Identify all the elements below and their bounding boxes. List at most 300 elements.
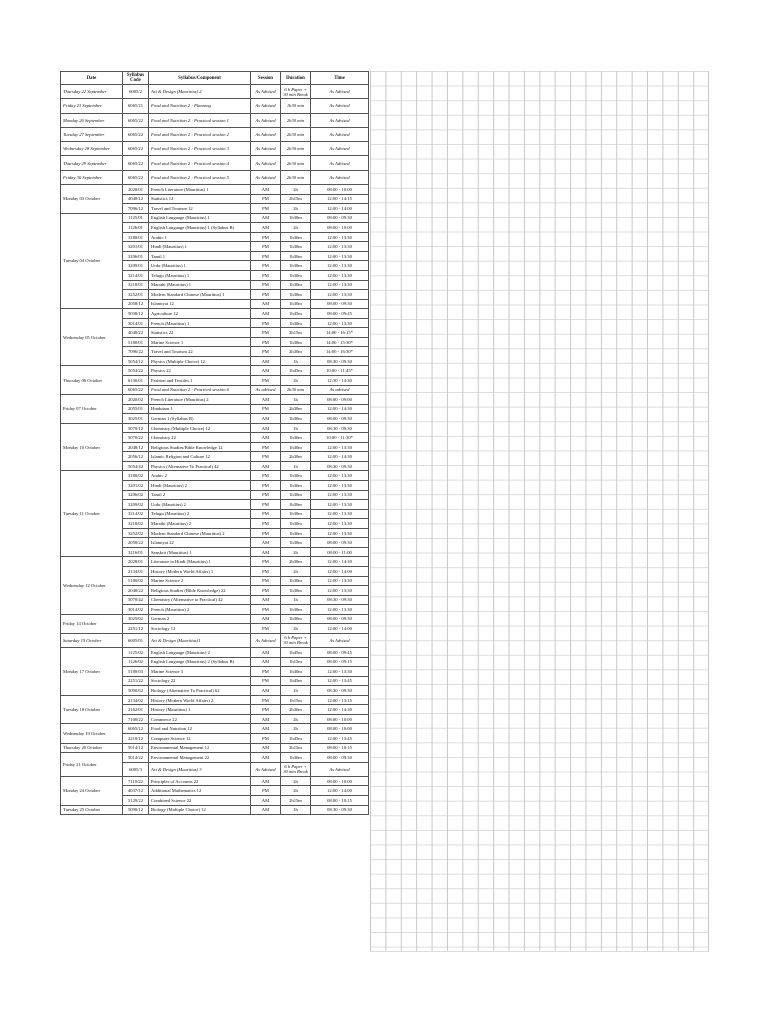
table-row [61,127,369,141]
duration-cell: 1h30m [281,490,311,500]
subject-cell: Urdu (Mauritius) 2 [149,500,251,510]
session-cell: PM [251,676,281,686]
syllabus-code-cell: 6065/22 [123,127,149,141]
session-cell: PM [251,586,281,596]
duration-cell: 1h30m [281,290,311,300]
table-row [61,776,369,786]
syllabus-code-cell: 6065/21 [123,99,149,113]
time-cell: 08:00 - 10:00 [311,724,369,734]
duration-cell: 1h45m [281,676,311,686]
exam-date-cell: Monday 24 October [61,776,123,805]
session-cell: As Advised [251,99,281,113]
exam-date-cell: Monday 17 October [61,648,123,696]
subject-cell: Food and Nutrition 2 : Practical session 6 [149,385,251,395]
syllabus-code-cell: 5054/12 [123,356,149,366]
syllabus-code-cell: 3209/02 [123,500,149,510]
session-cell: As Advised [251,762,281,776]
session-cell: AM [251,724,281,734]
duration-cell: 1h30m [281,481,311,491]
syllabus-code-cell: 3206/02 [123,490,149,500]
session-cell: AM [251,614,281,624]
duration-cell: 2h15m [281,796,311,806]
time-cell: 08:30 - 09:30 [311,461,369,471]
syllabus-code-cell: 2058/12 [123,299,149,309]
subject-cell: Telugu (Mauritius) 1 [149,271,251,281]
table-row [61,395,369,405]
subject-cell: French Literature (Mauritius) 2 [149,395,251,405]
session-cell: As Advised [251,156,281,170]
duration-cell: 2h30m [281,557,311,567]
syllabus-code-cell: 3201/01 [123,242,149,252]
time-cell: 08:00 - 10:15 [311,743,369,753]
syllabus-code-cell: 5180/02 [123,576,149,586]
syllabus-code-cell: 5180/01 [123,337,149,347]
subject-cell: Islamiyat 22 [149,538,251,548]
subject-cell: Fashion and Textiles 1 [149,376,251,386]
session-cell: PM [251,328,281,338]
duration-cell: 1h30m [281,299,311,309]
session-cell: PM [251,624,281,634]
session-cell: AM [251,595,281,605]
subject-cell: French Literature (Mauritius) 1 [149,185,251,195]
time-cell: 12:30 - 14:30 [311,376,369,386]
syllabus-code-cell: 3180/01 [123,232,149,242]
subject-cell: Physics (Multiple Choice) 12 [149,356,251,366]
duration-cell: 2h30m [281,452,311,462]
session-cell: PM [251,667,281,677]
subject-cell: Marine Science 2 [149,576,251,586]
time-cell: 10:00 - 11:45* [311,366,369,376]
subject-cell: Chemistry (Alternative to Practical) 42 [149,595,251,605]
session-cell: AM [251,414,281,424]
session-cell: AM [251,223,281,233]
session-cell: PM [251,705,281,715]
time-cell: As Advised [311,170,369,184]
subject-cell: Arabic 1 [149,232,251,242]
duration-cell: 1h30m [281,519,311,529]
subject-cell: Hindi (Mauritius) 2 [149,481,251,491]
time-cell: As Advised [311,156,369,170]
exam-date-cell: Monday 10 October [61,423,123,471]
session-cell: AM [251,461,281,471]
subject-cell: Tamil 1 [149,251,251,261]
subject-cell: Food and Nutrition 2 : Planning [149,99,251,113]
session-cell: PM [251,290,281,300]
table-row [61,695,369,705]
syllabus-code-cell: 4040/12 [123,194,149,204]
time-cell: 08:00 - 09:45 [311,648,369,658]
subject-cell: Chemistry 22 [149,433,251,443]
header-session: Session [251,72,281,85]
subject-cell: Sociology 22 [149,676,251,686]
syllabus-code-cell: 3025/02 [123,614,149,624]
syllabus-code-cell: 2251/12 [123,624,149,634]
session-cell: PM [251,695,281,705]
syllabus-code-cell: 3201/02 [123,481,149,491]
syllabus-code-cell: 7110/22 [123,776,149,786]
duration-cell: 1h15m [281,657,311,667]
duration-cell: 1h45m [281,366,311,376]
time-cell: 08:30 - 09:30 [311,595,369,605]
syllabus-code-cell: 6065/22 [123,113,149,127]
subject-cell: Food and Nutrition 2 : Practical session 1 [149,113,251,127]
subject-cell: French (Mauritius) 1 [149,318,251,328]
session-cell: AM [251,423,281,433]
duration-cell: 2h [281,566,311,576]
syllabus-code-cell: 2251/22 [123,676,149,686]
time-cell: 12:00 - 14:15 [311,194,369,204]
session-cell: PM [251,519,281,529]
subject-cell: Marine Science 3 [149,667,251,677]
duration-cell: 1h30m [281,605,311,615]
subject-cell: Telugu (Mauritius) 2 [149,509,251,519]
session-cell: AM [251,805,281,815]
time-cell: 08:00 - 09:30 [311,753,369,763]
duration-cell: 6 h Paper + 30 min Break [281,85,311,99]
session-cell: PM [251,605,281,615]
subject-cell: Statistics 12 [149,194,251,204]
time-cell: 08:30 - 09:30 [311,686,369,696]
subject-cell: Travel and Tourism 12 [149,204,251,214]
exam-date-cell: Wednesday 19 October [61,724,123,743]
exam-date-cell: Tuesday 25 October [61,805,123,815]
time-cell: 08:30 - 09:30 [311,356,369,366]
time-cell: 12:00 - 13:30 [311,500,369,510]
duration-cell: 1h45m [281,309,311,319]
session-cell: PM [251,566,281,576]
syllabus-code-cell: 3180/02 [123,471,149,481]
session-cell: As Advised [251,85,281,99]
time-cell: 12:00 - 13:30 [311,481,369,491]
syllabus-code-cell: 5038/12 [123,309,149,319]
table-row [61,156,369,170]
syllabus-code-cell: 3014/02 [123,605,149,615]
subject-cell: History (Mauritius) 1 [149,705,251,715]
syllabus-code-cell: 5090/12 [123,805,149,815]
session-cell: PM [251,194,281,204]
subject-cell: Tamil 2 [149,490,251,500]
syllabus-code-cell: 3218/02 [123,519,149,529]
syllabus-code-cell: 5180/03 [123,667,149,677]
session-cell: AM [251,299,281,309]
subject-cell: Urdu (Mauritius) 1 [149,261,251,271]
session-cell: AM [251,185,281,195]
syllabus-code-cell: 2048/12 [123,442,149,452]
header-subject: Syllabus/Component [149,72,251,85]
subject-cell: Marathi (Mauritius) 2 [149,519,251,529]
table-row [61,213,369,223]
session-cell: AM [251,366,281,376]
session-cell: AM [251,538,281,548]
subject-cell: Arabic 2 [149,471,251,481]
header-date: Date [61,72,123,85]
syllabus-code-cell: 2020/01 [123,185,149,195]
duration-cell: 1h45m [281,648,311,658]
duration-cell: 1h [281,356,311,366]
subject-cell: Environmental Management 22 [149,753,251,763]
subject-cell: Additional Mathematics 12 [149,786,251,796]
syllabus-code-cell: 2055/01 [123,404,149,414]
table-row [61,753,369,763]
duration-cell: 2h [281,223,311,233]
table-row [61,743,369,753]
session-cell: AM [251,657,281,667]
duration-cell: 2h [281,547,311,557]
syllabus-code-cell: 4040/22 [123,328,149,338]
syllabus-code-cell: 2058/22 [123,538,149,548]
session-cell: PM [251,452,281,462]
syllabus-code-cell: 7096/12 [123,204,149,214]
table-row [61,805,369,815]
time-cell: 08:00 - 09:45 [311,309,369,319]
exam-date-cell: Wednesday 12 October [61,557,123,614]
duration-cell: 1h30m [281,232,311,242]
exam-date-cell: Tuesday 18 October [61,695,123,724]
empty-spreadsheet-grid [370,71,709,952]
duration-cell: 2h30m [281,404,311,414]
duration-cell: 2h [281,204,311,214]
session-cell: As Advised [251,633,281,647]
duration-cell: 6 h Paper + 30 min Break [281,762,311,776]
subject-cell: Hindi (Mauritius) 1 [149,242,251,252]
session-cell: PM [251,734,281,744]
subject-cell: Food and Nutrition 2 : Practical session 5 [149,170,251,184]
syllabus-code-cell: 1126/02 [123,657,149,667]
duration-cell: 2h [281,776,311,786]
syllabus-code-cell: 6005/3 [123,762,149,776]
subject-cell: Agriculture 12 [149,309,251,319]
duration-cell: 1h30m [281,509,311,519]
session-cell: PM [251,337,281,347]
session-cell: PM [251,404,281,414]
session-cell: AM [251,309,281,319]
syllabus-code-cell: 2162/01 [123,705,149,715]
duration-cell: 2h [281,376,311,386]
duration-cell: 1h30m [281,753,311,763]
duration-cell: 1h30m [281,242,311,252]
duration-cell: 1h30m [281,471,311,481]
duration-cell: 1h30m [281,261,311,271]
exam-date-cell: Thursday 20 October [61,743,123,753]
duration-cell: 6 h Paper + 30 min Break [281,633,311,647]
time-cell: 08:00 - 09:00 [311,395,369,405]
session-cell: As Advised [251,113,281,127]
exam-date-cell: Tuesday 04 October [61,213,123,308]
duration-cell: 2h [281,724,311,734]
session-cell: As Advised [251,142,281,156]
session-cell: PM [251,442,281,452]
exam-date-cell: Wednesday 28 September [61,142,123,156]
subject-cell: Modern Standard Chinese (Mauritius) 1 [149,290,251,300]
subject-cell: English Language (Mauritius) 2 [149,648,251,658]
time-cell: 12:00 - 13:30 [311,490,369,500]
time-cell: 08:00 - 09:30 [311,414,369,424]
syllabus-code-cell: 3025/01 [123,414,149,424]
time-cell: 08:00 - 09:30 [311,213,369,223]
time-cell: 12:00 - 14:00 [311,566,369,576]
time-cell: As advised [311,385,369,395]
time-cell: As Advised [311,142,369,156]
time-cell: 14:00 - 15:30* [311,337,369,347]
syllabus-code-cell: 3014/01 [123,318,149,328]
syllabus-code-cell: 2134/01 [123,566,149,576]
session-cell: PM [251,509,281,519]
subject-cell: Combined Science 22 [149,796,251,806]
duration-cell: 1h30m [281,667,311,677]
subject-cell: Literature in Hindi (Mauritius) 1 [149,557,251,567]
session-cell: PM [251,376,281,386]
subject-cell: Art & Design (Mauritius)1 [149,633,251,647]
exam-date-cell: Friday 14 October [61,614,123,633]
time-cell: 08:00 - 09:30 [311,538,369,548]
table-row [61,614,369,624]
syllabus-code-cell: 2210/12 [123,734,149,744]
header-code: Syllabus Code [123,72,149,85]
time-cell: As Advised [311,762,369,776]
time-cell: 12:00 - 13:30 [311,242,369,252]
time-cell: 12:00 - 13:45 [311,734,369,744]
syllabus-code-cell: 5054/22 [123,366,149,376]
table-row [61,113,369,127]
table-row [61,309,369,319]
table-row [61,142,369,156]
duration-cell: 1h [281,595,311,605]
time-cell: 12:00 - 14:30 [311,557,369,567]
time-cell: 08:00 - 09:30 [311,614,369,624]
subject-cell: History (Modern World Affairs) 1 [149,566,251,576]
subject-cell: Statistics 22 [149,328,251,338]
table-row [61,471,369,481]
time-cell: 12:00 - 13:30 [311,442,369,452]
exam-timetable [60,71,369,815]
time-cell: 12:00 - 14:30 [311,705,369,715]
time-cell: As Advised [311,99,369,113]
session-cell: PM [251,347,281,357]
duration-cell: 1h30m [281,318,311,328]
duration-cell: 2h15m [281,328,311,338]
subject-cell: Islamiyat 12 [149,299,251,309]
exam-date-cell: Friday 07 October [61,395,123,424]
session-cell: PM [251,271,281,281]
session-cell: AM [251,796,281,806]
duration-cell: 2h30m [281,705,311,715]
exam-date-cell: Monday 26 September [61,113,123,127]
duration-cell: 1h [281,805,311,815]
duration-cell: 2h15m [281,194,311,204]
duration-cell: 1h30m [281,442,311,452]
syllabus-code-cell: 6065/22 [123,170,149,184]
duration-cell: 2h15m [281,743,311,753]
subject-cell: Food and Nutrition 2 : Practical session 3 [149,142,251,156]
time-cell: As Advised [311,633,369,647]
syllabus-code-cell: 2048/22 [123,586,149,596]
duration-cell: 1h30m [281,500,311,510]
syllabus-code-cell: 6065/22 [123,156,149,170]
time-cell: As Advised [311,85,369,99]
session-cell: AM [251,395,281,405]
syllabus-code-cell: 6005/2 [123,85,149,99]
syllabus-code-cell: 5070/12 [123,423,149,433]
time-cell: 12:00 - 13:30 [311,261,369,271]
session-cell: PM [251,261,281,271]
subject-cell: Food and Nutrition 2 : Practical session 2 [149,127,251,141]
exam-date-cell: Tuesday 11 October [61,471,123,557]
time-cell: 08:00 - 10:00 [311,185,369,195]
table-row [61,185,369,195]
syllabus-code-cell: 7096/22 [123,347,149,357]
time-cell: 12:00 - 14:00 [311,204,369,214]
time-cell: 12:00 - 13:45 [311,676,369,686]
subject-cell: Physics (Alternative To Practical) 42 [149,461,251,471]
duration-cell: 2h [281,185,311,195]
time-cell: 12:00 - 13:30 [311,667,369,677]
subject-cell: Marathi (Mauritius) 1 [149,280,251,290]
subject-cell: English Language (Mauritius) 1 [149,213,251,223]
time-cell: 12:00 - 13:30 [311,519,369,529]
subject-cell: Art & Design (Mauritius) 3 [149,762,251,776]
duration-cell: 1h30m [281,251,311,261]
table-row [61,99,369,113]
time-cell: 08:30 - 09:30 [311,423,369,433]
syllabus-code-cell: 1125/02 [123,648,149,658]
duration-cell: 2h30 min [281,156,311,170]
syllabus-code-cell: 2056/12 [123,452,149,462]
time-cell: 14:00 - 16:15* [311,328,369,338]
syllabus-code-cell: 6065/12 [123,724,149,734]
syllabus-code-cell: 6130/01 [123,376,149,386]
duration-cell: 2h30 min [281,385,311,395]
syllabus-code-cell: 5054/42 [123,461,149,471]
header-duration: Duration [281,72,311,85]
time-cell: 12:00 - 13:30 [311,232,369,242]
exam-date-cell: Wednesday 05 October [61,309,123,366]
time-cell: 14:00 - 16:30* [311,347,369,357]
syllabus-code-cell: 3216/01 [123,547,149,557]
session-cell: AM [251,433,281,443]
subject-cell: Religious Studies (Bible Knowledge) 22 [149,586,251,596]
session-cell: PM [251,280,281,290]
subject-cell: Chemistry (Multiple Choice) 12 [149,423,251,433]
exam-date-cell: Tuesday 27 September [61,127,123,141]
syllabus-code-cell: 3214/01 [123,271,149,281]
syllabus-code-cell: 5129/22 [123,796,149,806]
header-time: Time [311,72,369,85]
session-cell: PM [251,251,281,261]
table-row [61,557,369,567]
session-cell: AM [251,356,281,366]
time-cell: 12:00 - 14:00 [311,786,369,796]
subject-cell: German 1 (Syllabus B) [149,414,251,424]
time-cell: 08:00 - 10:00 [311,223,369,233]
subject-cell: Computer Science 12 [149,734,251,744]
subject-cell: Religious Studies/Bible Knowledge 12 [149,442,251,452]
subject-cell: Modern Standard Chinese (Mauritius) 2 [149,528,251,538]
subject-cell: Biology (Alternative To Practical) 62 [149,686,251,696]
session-cell: As advised [251,385,281,395]
syllabus-code-cell: 5090/62 [123,686,149,696]
subject-cell: Food and Nutrition 12 [149,724,251,734]
table-row [61,648,369,658]
table-row [61,85,369,99]
duration-cell: 2h30 min [281,127,311,141]
syllabus-code-cell: 5070/42 [123,595,149,605]
time-cell: 12:00 - 13:30 [311,271,369,281]
subject-cell: Biology (Multiple Choice) 12 [149,805,251,815]
duration-cell: 1h30m [281,586,311,596]
duration-cell: 1h30m [281,528,311,538]
session-cell: PM [251,576,281,586]
duration-cell: 2h30 min [281,142,311,156]
